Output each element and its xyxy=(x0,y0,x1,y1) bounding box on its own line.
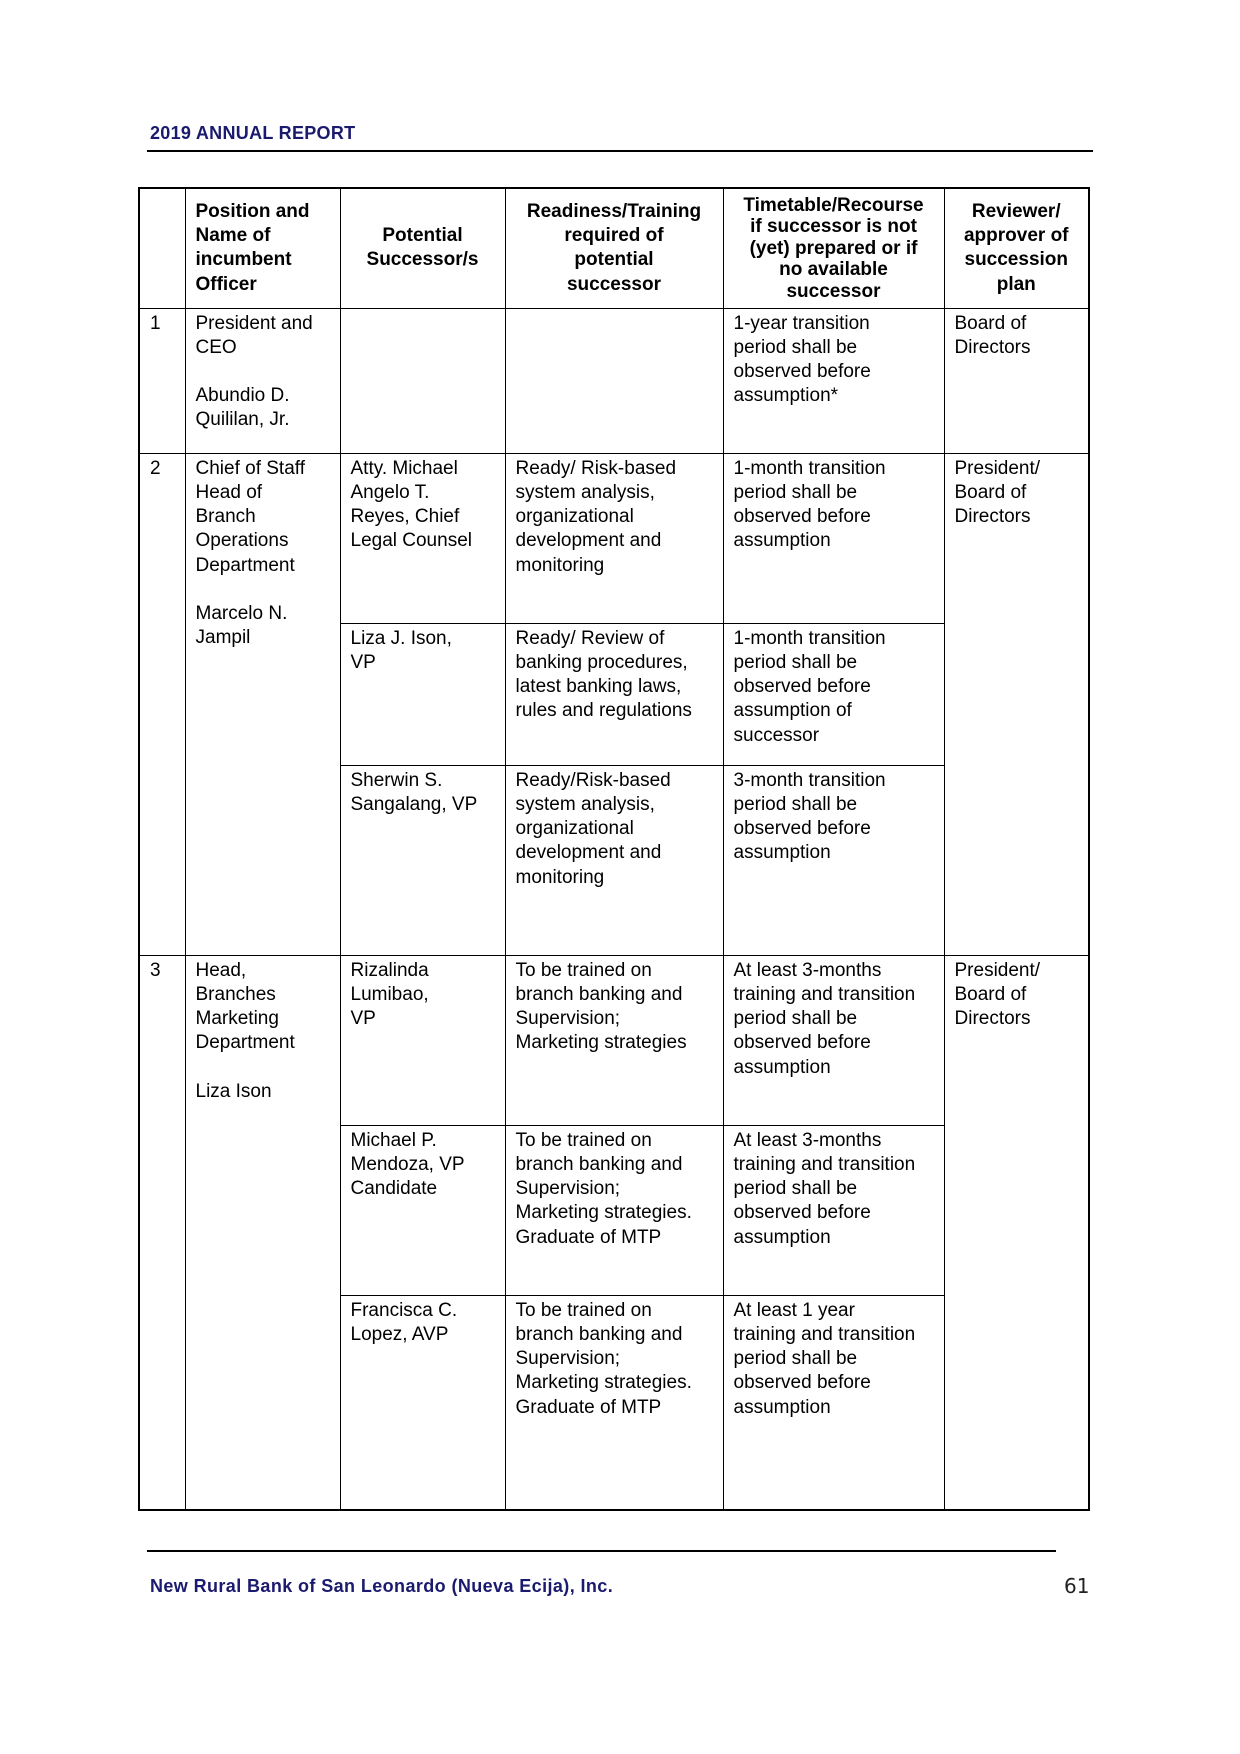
text-line: Head of xyxy=(195,481,263,503)
text-line: Operations xyxy=(195,530,289,552)
text-line: Graduate of MTP xyxy=(515,1226,662,1248)
text-line: Marketing strategies. xyxy=(515,1202,692,1224)
row-number: 2 xyxy=(139,453,185,955)
text-line: Department xyxy=(195,1032,295,1054)
text-line: Branch xyxy=(195,506,256,528)
text-line: successor xyxy=(733,724,820,746)
text-line: latest banking laws, xyxy=(515,676,682,698)
text-line: Quililan, Jr. xyxy=(195,409,290,431)
text-line: rules and regulations xyxy=(515,700,692,722)
text-line: Name of xyxy=(195,224,271,246)
timetable-cell xyxy=(723,308,944,453)
text-line: President and xyxy=(195,312,313,334)
readiness-cell xyxy=(505,453,723,623)
text-line: Graduate of MTP xyxy=(515,1396,662,1418)
text-line: succession xyxy=(964,249,1068,271)
text-line: Marketing xyxy=(195,1008,279,1030)
readiness-cell xyxy=(505,623,723,765)
text-line: Marketing strategies. xyxy=(515,1372,692,1394)
text-line: Board of xyxy=(954,481,1027,503)
text-line: Officer xyxy=(195,273,257,295)
text-line: branch banking and xyxy=(515,983,683,1005)
text-line: Board of xyxy=(954,983,1027,1005)
text-line: observed before xyxy=(733,1372,871,1394)
text-line: Successor/s xyxy=(366,249,479,271)
text-line: At least 1 year xyxy=(733,1299,855,1321)
reviewer-cell xyxy=(944,453,1089,955)
incumbent-position-cell xyxy=(185,955,340,1510)
successor-name-cell xyxy=(340,623,505,765)
text-line: required of xyxy=(564,224,664,246)
text-line: observed before xyxy=(733,676,871,698)
table-row xyxy=(139,453,1089,623)
text-line: observed before xyxy=(733,1032,871,1054)
succession-plan-table xyxy=(138,187,1090,1511)
text-line: Sherwin S. xyxy=(350,769,443,791)
header-number xyxy=(139,188,185,308)
text-line: To be trained on xyxy=(515,1129,652,1151)
text-line: organizational xyxy=(515,506,634,528)
timetable-cell xyxy=(723,765,944,955)
text-line: observed before xyxy=(733,1202,871,1224)
readiness-cell xyxy=(505,1125,723,1295)
text-line: President/ xyxy=(954,457,1041,479)
text-line: approver of xyxy=(963,224,1069,246)
text-line: assumption xyxy=(733,530,831,552)
reviewer-cell xyxy=(944,955,1089,1510)
text-line: 3-month transition xyxy=(733,769,886,791)
text-line: branch banking and xyxy=(515,1153,683,1175)
text-line: At least 3-months xyxy=(733,959,882,981)
text-line: At least 3-months xyxy=(733,1129,882,1151)
text-line: assumption xyxy=(733,1396,831,1418)
text-line: incumbent xyxy=(195,249,292,271)
text-line: successor xyxy=(566,273,661,295)
text-line: potential xyxy=(574,249,654,271)
text-line: Abundio D. xyxy=(195,385,290,407)
text-line: organizational xyxy=(515,818,634,840)
text-line: observed before xyxy=(733,818,871,840)
running-header-title: 2019 ANNUAL REPORT xyxy=(150,123,356,143)
text-line: Rizalinda xyxy=(350,959,429,981)
text-line: To be trained on xyxy=(515,959,652,981)
text-line: assumption* xyxy=(733,385,839,407)
text-line: Reyes, Chief xyxy=(350,506,460,528)
header-rule xyxy=(147,150,1093,152)
text-line: Francisca C. xyxy=(350,1299,458,1321)
text-line: Sangalang, VP xyxy=(350,793,478,815)
text-line: President/ xyxy=(954,959,1041,981)
text-line: assumption xyxy=(733,1056,831,1078)
text-line: system analysis, xyxy=(515,793,655,815)
text-line: Liza Ison xyxy=(195,1080,272,1102)
text-line: period shall be xyxy=(733,336,858,358)
text-line: Mendoza, VP xyxy=(350,1153,465,1175)
text-line: Atty. Michael xyxy=(350,457,458,479)
text-line: successor xyxy=(786,280,881,302)
text-line: Lumibao, xyxy=(350,983,429,1005)
spacer xyxy=(196,1056,332,1080)
header-successor xyxy=(340,188,505,308)
text-line: no available xyxy=(779,259,888,280)
text-line: period shall be xyxy=(733,1348,858,1370)
text-line: Ready/ Review of xyxy=(515,627,665,649)
text-line: assumption xyxy=(733,1226,831,1248)
footer-organization: New Rural Bank of San Leonardo (Nueva Ecija), Inc. xyxy=(150,1576,614,1596)
text-line: period shall be xyxy=(733,793,858,815)
text-line: Reviewer/ xyxy=(971,200,1061,222)
text-line: 1-year transition xyxy=(733,312,870,334)
text-line: Jampil xyxy=(195,627,251,649)
incumbent-position-cell xyxy=(185,308,340,453)
text-line: monitoring xyxy=(515,554,605,576)
spacer xyxy=(196,360,332,384)
readiness-cell xyxy=(505,1295,723,1510)
reviewer-cell xyxy=(944,308,1089,453)
text-line: observed before xyxy=(733,506,871,528)
incumbent-position-cell xyxy=(185,453,340,955)
text-line: development and xyxy=(515,842,662,864)
row-number: 3 xyxy=(139,955,185,1510)
text-line: period shall be xyxy=(733,651,858,673)
text-line: Head, xyxy=(195,959,247,981)
text-line: Ready/Risk-based xyxy=(515,769,671,791)
text-line: Marcelo N. xyxy=(195,602,288,624)
table-row xyxy=(139,308,1089,453)
text-line: Liza J. Ison, xyxy=(350,627,452,649)
header-timetable xyxy=(723,188,944,308)
text-line: 1-month transition xyxy=(733,627,886,649)
text-line: (yet) prepared or if xyxy=(749,237,918,259)
text-line: Candidate xyxy=(350,1178,438,1200)
successor-name-cell xyxy=(340,1125,505,1295)
text-line: Branches xyxy=(195,983,276,1005)
text-line: Directors xyxy=(954,506,1031,528)
text-line: period shall be xyxy=(733,481,858,503)
text-line: system analysis, xyxy=(515,481,655,503)
text-line: period shall be xyxy=(733,1008,858,1030)
readiness-cell xyxy=(505,308,723,453)
row-number: 1 xyxy=(139,308,185,453)
timetable-cell xyxy=(723,955,944,1125)
timetable-cell xyxy=(723,1295,944,1510)
spacer xyxy=(196,578,332,602)
text-line: monitoring xyxy=(515,866,605,888)
header-position xyxy=(185,188,340,308)
readiness-cell xyxy=(505,955,723,1125)
text-line: training and transition xyxy=(733,1323,916,1345)
text-line: banking procedures, xyxy=(515,651,688,673)
successor-name-cell xyxy=(340,1295,505,1510)
text-line: Directors xyxy=(954,336,1031,358)
header-reviewer xyxy=(944,188,1089,308)
text-line: training and transition xyxy=(733,983,916,1005)
timetable-cell xyxy=(723,623,944,765)
text-line: plan xyxy=(996,273,1036,295)
page-number: 61 xyxy=(1064,1574,1090,1598)
text-line: Department xyxy=(195,554,295,576)
successor-name-cell xyxy=(340,308,505,453)
text-line: training and transition xyxy=(733,1153,916,1175)
text-line: To be trained on xyxy=(515,1299,652,1321)
text-line: observed before xyxy=(733,361,871,383)
text-line: development and xyxy=(515,530,662,552)
header-readiness xyxy=(505,188,723,308)
timetable-cell xyxy=(723,453,944,623)
text-line: assumption of xyxy=(733,700,852,722)
text-line: CEO xyxy=(195,336,237,358)
text-line: Legal Counsel xyxy=(350,530,472,552)
text-line: Timetable/Recourse xyxy=(743,194,924,216)
text-line: Potential xyxy=(382,224,463,246)
text-line: VP xyxy=(350,651,376,673)
text-line: Board of xyxy=(954,312,1027,334)
text-line: Chief of Staff xyxy=(195,457,305,479)
text-line: Readiness/Training xyxy=(526,200,702,222)
successor-name-cell xyxy=(340,955,505,1125)
text-line: Position and xyxy=(195,200,310,222)
text-line: 1-month transition xyxy=(733,457,886,479)
text-line: Supervision; xyxy=(515,1178,621,1200)
text-line: Marketing strategies xyxy=(515,1032,687,1054)
table-row xyxy=(139,955,1089,1125)
text-line: Supervision; xyxy=(515,1348,621,1370)
successor-name-cell xyxy=(340,453,505,623)
text-line: Michael P. xyxy=(350,1129,437,1151)
text-line: Lopez, AVP xyxy=(350,1323,449,1345)
text-line: Directors xyxy=(954,1008,1031,1030)
footer-rule xyxy=(147,1550,1056,1552)
text-line: period shall be xyxy=(733,1178,858,1200)
text-line: assumption xyxy=(733,842,831,864)
text-line: branch banking and xyxy=(515,1323,683,1345)
readiness-cell xyxy=(505,765,723,955)
table-header-row xyxy=(139,188,1089,308)
timetable-cell xyxy=(723,1125,944,1295)
text-line: Ready/ Risk-based xyxy=(515,457,677,479)
text-line: Supervision; xyxy=(515,1008,621,1030)
text-line: if successor is not xyxy=(750,216,917,237)
text-line: Angelo T. xyxy=(350,481,430,503)
successor-name-cell xyxy=(340,765,505,955)
text-line: VP xyxy=(350,1008,376,1030)
